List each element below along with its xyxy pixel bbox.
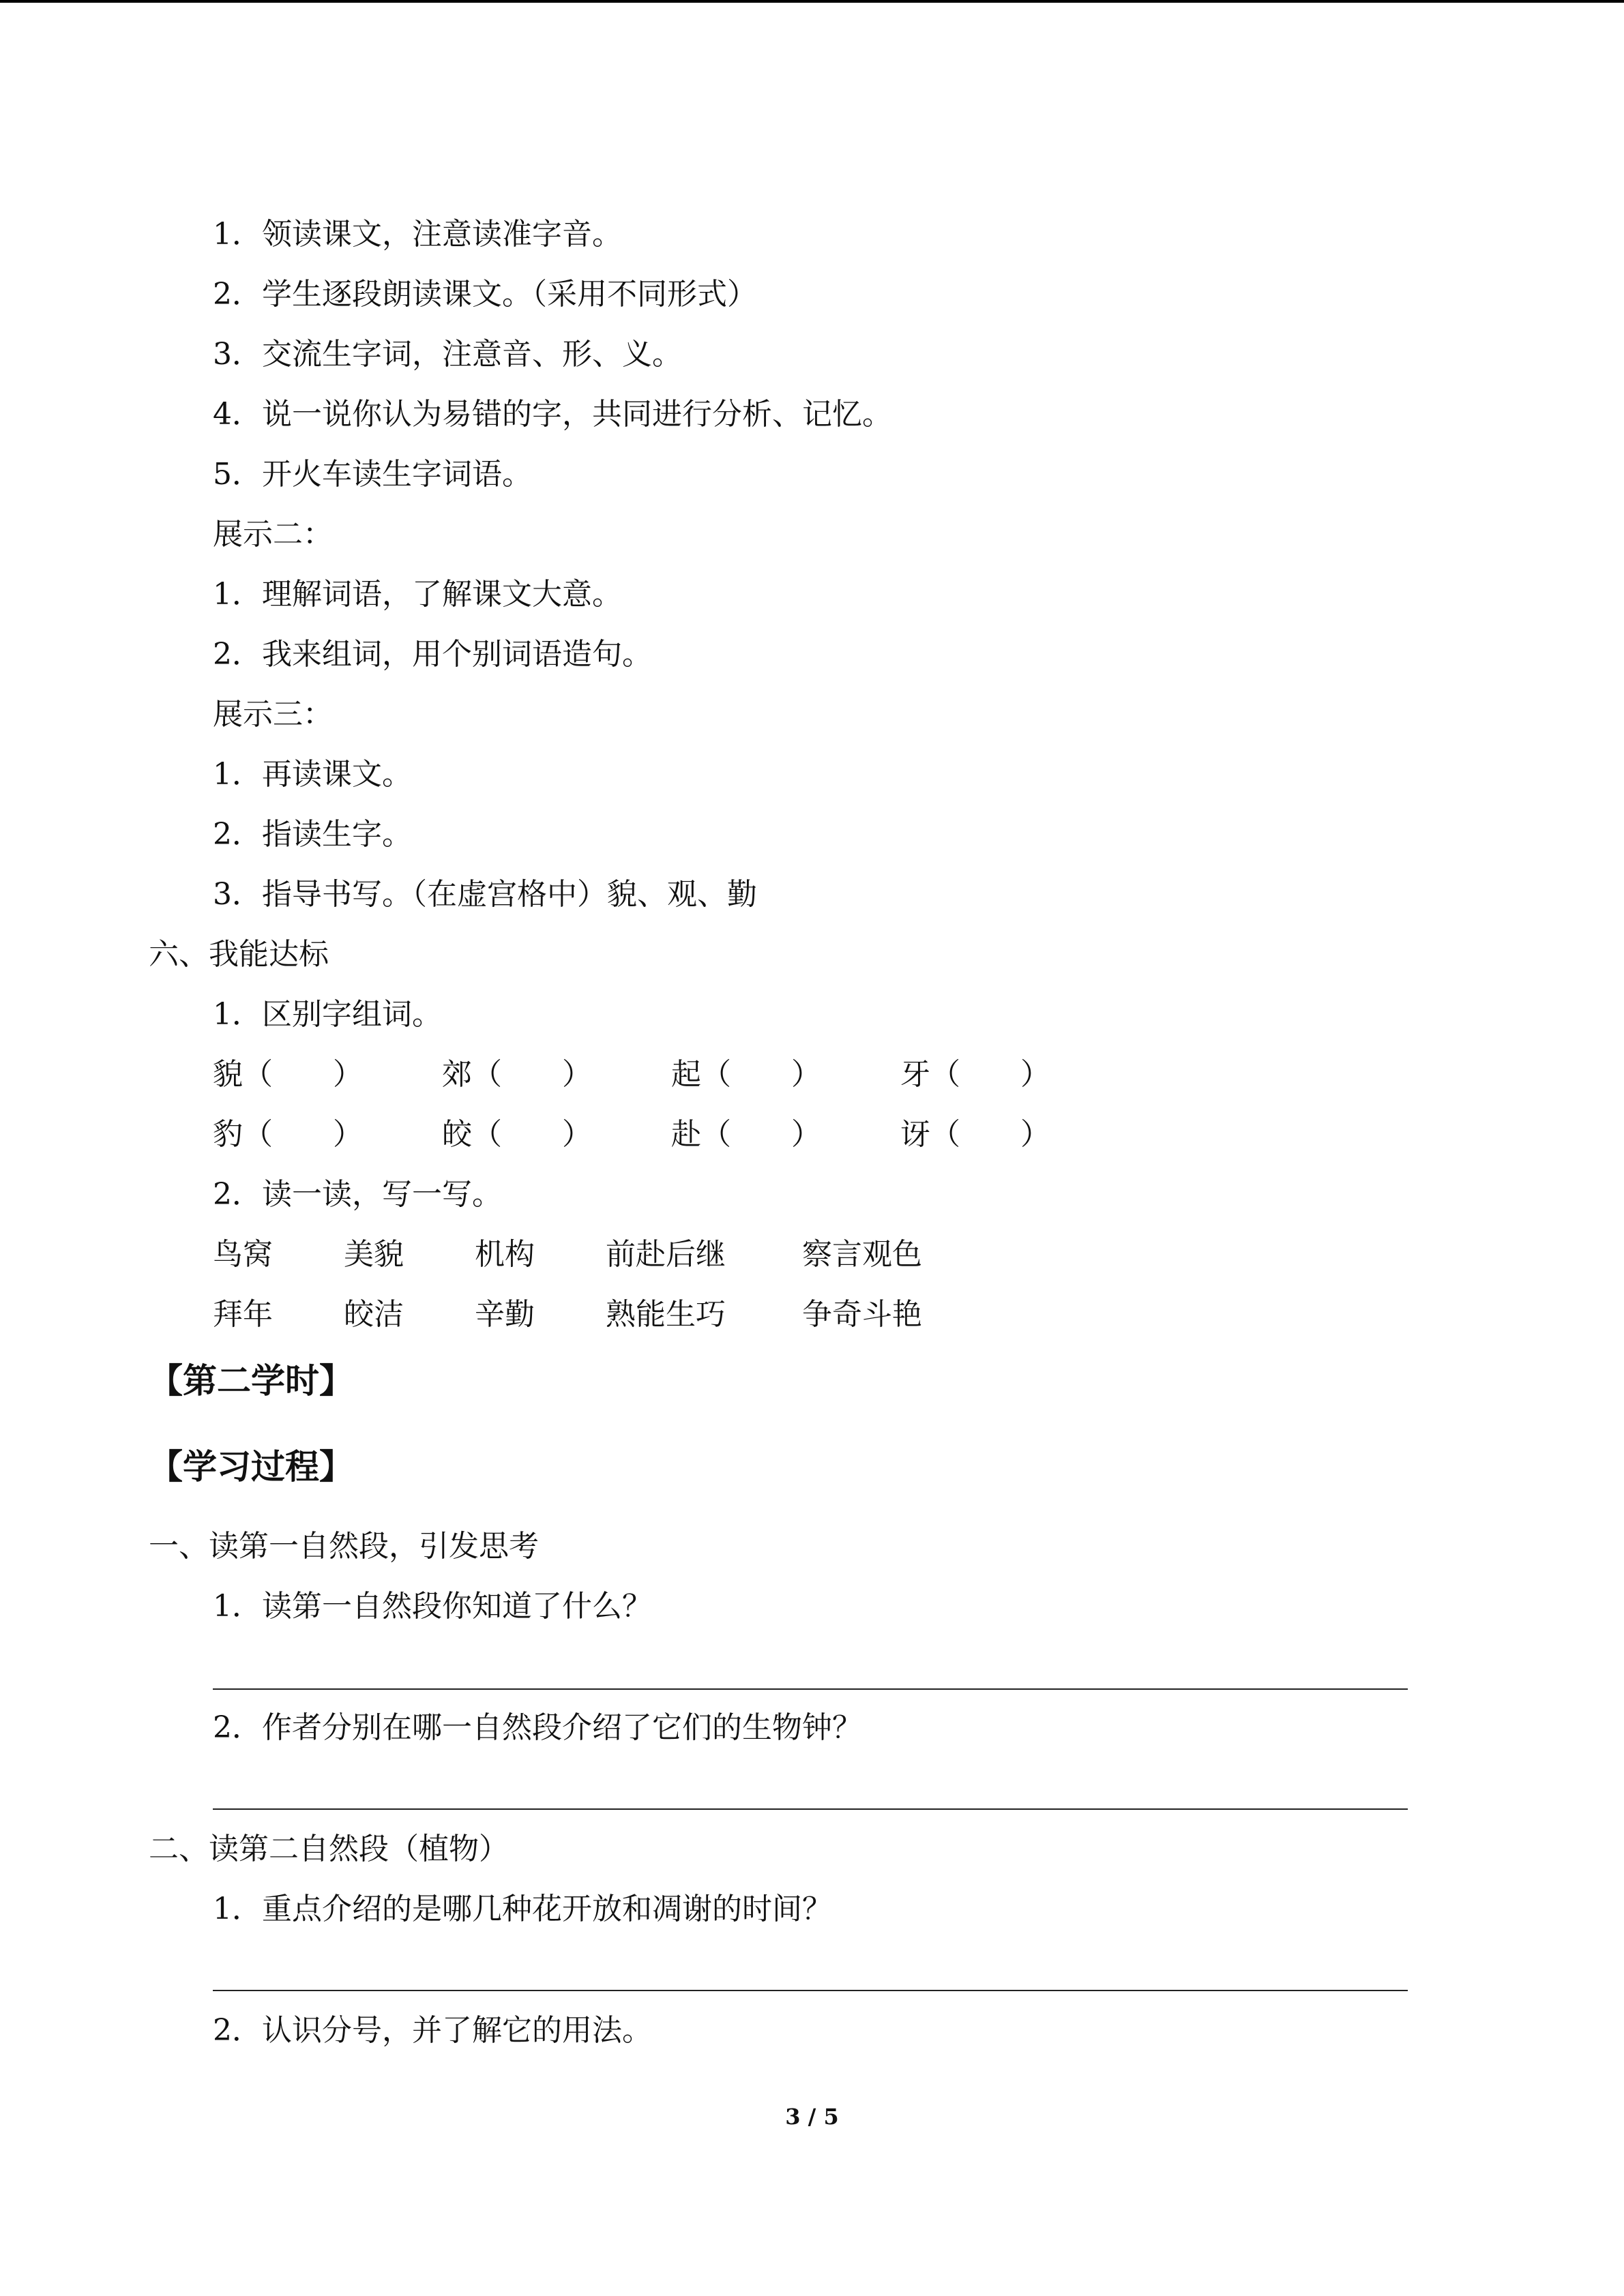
- subheading: 展示三：: [213, 697, 333, 732]
- lesson-heading: 【第二学时】: [149, 1361, 353, 1401]
- step-line: 4．说一说你认为易错的字，共同进行分析、记忆。: [213, 397, 892, 432]
- section-title: 一、读第一自然段，引发思考: [149, 1529, 539, 1564]
- process-heading: 【学习过程】: [149, 1447, 353, 1487]
- vocab-word: 皎洁: [344, 1297, 404, 1332]
- step-line: 2．学生逐段朗读课文。（采用不同形式）: [213, 277, 757, 312]
- word-blank: 牙（ ）: [900, 1057, 1050, 1092]
- word-blank: 郊（ ）: [442, 1057, 592, 1092]
- step-line: 3．指导书写。（在虚宫格中）貌、观、勤: [213, 877, 757, 912]
- step-line: 1．再读课文。: [213, 757, 412, 792]
- word-blank: 赴（ ）: [671, 1117, 821, 1152]
- question: 2．读一读，写一写。: [213, 1177, 502, 1212]
- question: 2．认识分号，并了解它的用法。: [213, 2013, 652, 2048]
- word-blank: 起（ ）: [671, 1057, 821, 1092]
- page-number: 3 / 5: [785, 2104, 839, 2130]
- word-blank: 皎（ ）: [442, 1117, 592, 1152]
- vocab-word: 争奇斗艳: [802, 1297, 922, 1332]
- answer-line: [213, 1688, 1408, 1690]
- step-line: 1．理解词语，了解课文大意。: [213, 577, 622, 612]
- answer-line: [213, 1808, 1408, 1810]
- vocab-word: 美貌: [344, 1237, 404, 1272]
- question: 1．区别字组词。: [213, 997, 442, 1032]
- vocab-word: 鸟窝: [213, 1237, 273, 1272]
- answer-line: [213, 1990, 1408, 1991]
- vocab-word: 辛勤: [475, 1297, 535, 1332]
- step-line: 2．我来组词，用个别词语造句。: [213, 637, 652, 672]
- word-blank: 豹（ ）: [213, 1117, 363, 1152]
- subheading: 展示二：: [213, 517, 333, 552]
- section-title: 六、我能达标: [149, 937, 329, 972]
- step-line: 1．领读课文，注意读准字音。: [213, 217, 622, 252]
- step-line: 3．交流生字词，注意音、形、义。: [213, 337, 682, 372]
- vocab-word: 机构: [475, 1237, 535, 1272]
- vocab-word: 熟能生巧: [606, 1297, 726, 1332]
- vocab-word: 察言观色: [802, 1237, 922, 1272]
- step-line: 5．开火车读生字词语。: [213, 457, 532, 492]
- section-title: 二、读第二自然段（植物）: [149, 1832, 509, 1866]
- question: 1．读第一自然段你知道了什么？: [213, 1589, 652, 1624]
- vocab-word: 拜年: [213, 1297, 273, 1332]
- question: 1．重点介绍的是哪几种花开放和凋谢的时间？: [213, 1892, 832, 1926]
- word-blank: 讶（ ）: [900, 1117, 1050, 1152]
- step-line: 2．指读生字。: [213, 817, 412, 852]
- question: 2．作者分别在哪一自然段介绍了它们的生物钟？: [213, 1710, 862, 1745]
- word-blank: 貌（ ）: [213, 1057, 363, 1092]
- vocab-word: 前赴后继: [606, 1237, 726, 1272]
